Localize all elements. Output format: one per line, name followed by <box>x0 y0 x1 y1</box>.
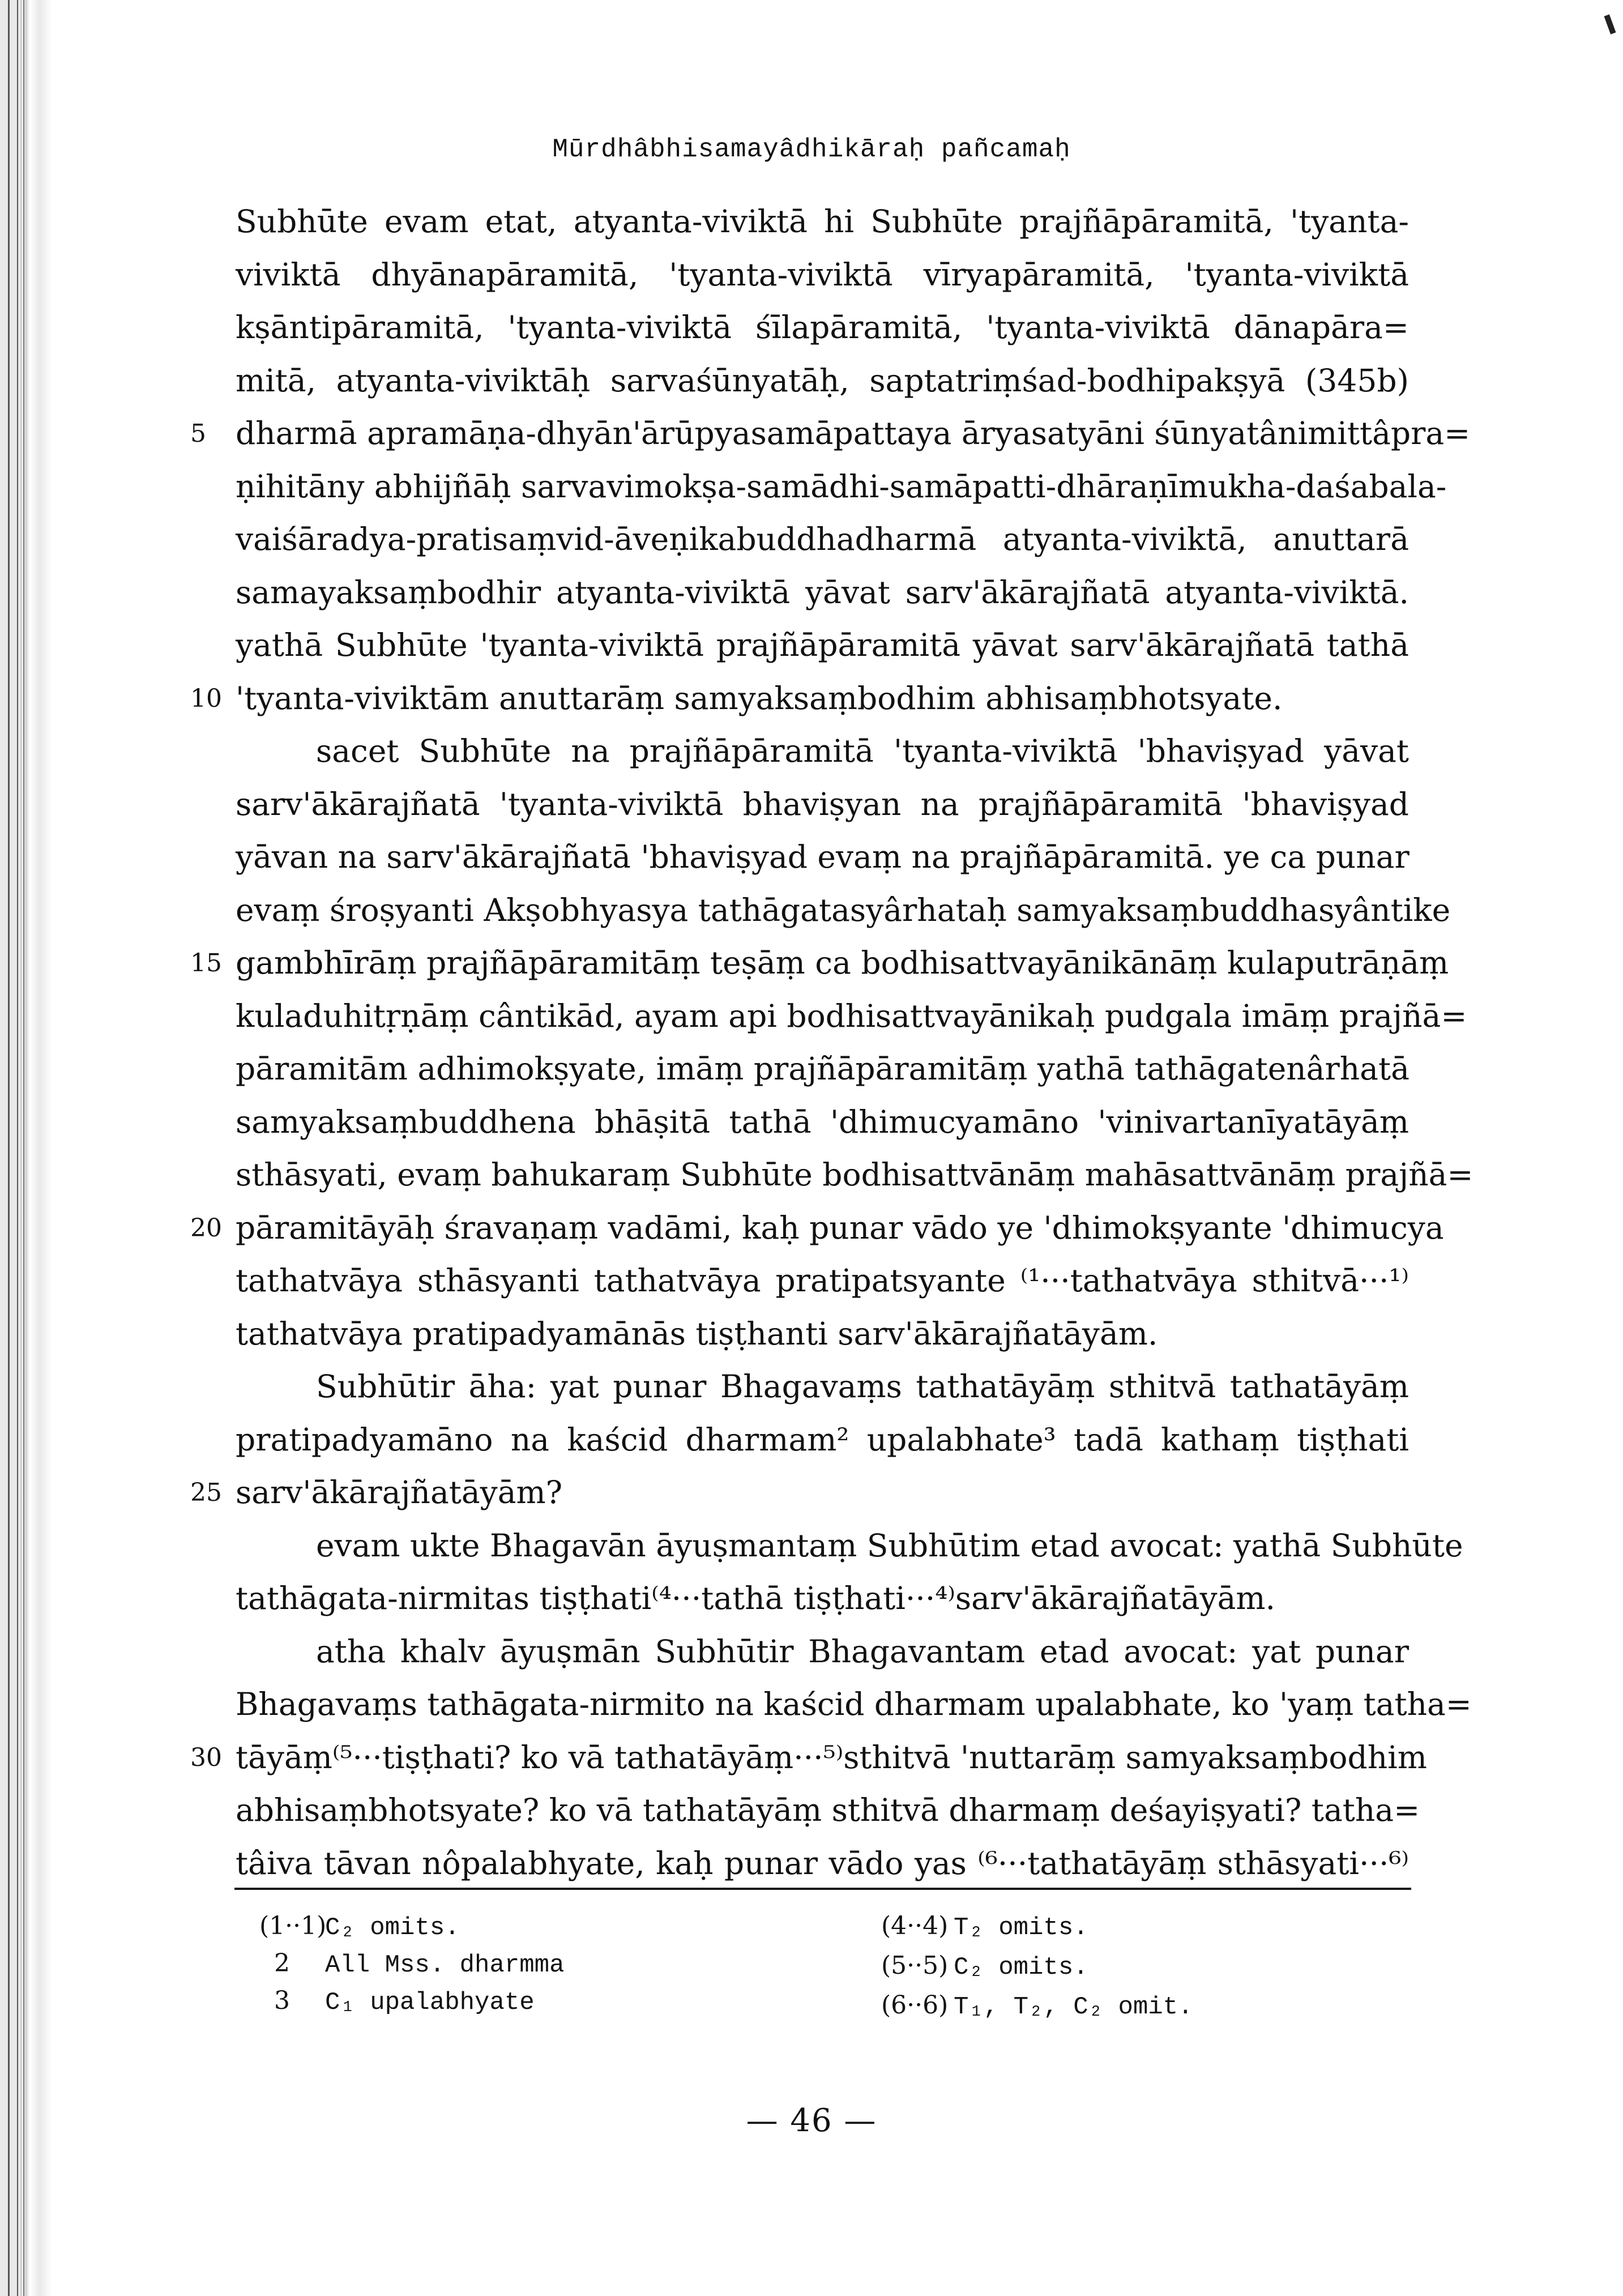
line-text: Bhagavaṃs tathāgata-nirmito na kaścid dharmam upalabhate, ko 'yaṃ tatha= <box>236 1686 1472 1722</box>
text-line <box>236 1360 1409 1414</box>
text-line <box>190 1466 1409 1520</box>
footnote-key: 2 <box>274 1949 290 1978</box>
footnotes-right <box>881 1907 1193 2026</box>
line-text: samyaksaṃbuddhena bhāṣitā tathā 'dhimucyamāno 'vinivartanīyatāyāṃ <box>236 1103 1409 1140</box>
line-text: abhisaṃbhotsyate? ko vā tathatāyāṃ sthitvā dharmaṃ deśayiṣyati? tatha= <box>236 1792 1420 1828</box>
text-line <box>236 460 1447 514</box>
scan-edge-line <box>23 0 24 2296</box>
footnote-key: (1··1) <box>259 1911 327 1940</box>
page-number: — 46 — <box>746 2102 877 2139</box>
text-line <box>236 513 1409 566</box>
footnote-key: (5··5) <box>881 1951 949 1980</box>
footnote-rule <box>234 1888 1411 1890</box>
footnote-text: All Mss. dharmma <box>325 1951 565 1979</box>
line-number: 15 <box>190 949 222 978</box>
text-line <box>236 1837 1409 1890</box>
text-line <box>190 1202 1444 1255</box>
footnote-key: 3 <box>274 1986 290 2015</box>
line-text: sacet Subhūte na prajñāpāramitā 'tyanta-viviktā 'bhaviṣyad yāvat <box>316 733 1409 769</box>
scan-corner-mark <box>1604 14 1616 34</box>
text-line <box>236 249 1409 302</box>
text-line <box>236 1678 1472 1731</box>
line-text: samayaksaṃbodhir atyanta-viviktā yāvat sarv'ākārajñatā atyanta-viviktā. <box>236 574 1409 611</box>
text-line <box>190 1731 1427 1785</box>
text-line <box>236 1625 1409 1679</box>
line-text: evam ukte Bhagavān āyuṣmantaṃ Subhūtim etad avocat: yathā Subhūte <box>316 1527 1463 1564</box>
text-line <box>236 1043 1409 1096</box>
line-text: kṣāntipāramitā, 'tyanta-viviktā śīlapāramitā, 'tyanta-viviktā dānapāra= <box>236 309 1409 345</box>
line-text: atha khalv āyuṣmān Subhūtir Bhagavantam etad avocat: yat punar <box>316 1633 1409 1670</box>
line-text: pāramitāyāḥ śravaṇaṃ vadāmi, kaḥ punar vādo ye 'dhimokṣyante 'dhimucya <box>236 1209 1444 1246</box>
text-line <box>236 301 1409 355</box>
text-line <box>236 831 1409 884</box>
line-text: tathāgata-nirmitas tiṣṭhati⁽⁴···tathā tiṣṭhati···⁴⁾sarv'ākārajñatāyām. <box>236 1580 1276 1616</box>
line-text: ṇihitāny abhijñāḥ sarvavimokṣa-samādhi-samāpatti-dhāraṇīmukha-daśabala- <box>236 468 1447 505</box>
text-line <box>236 355 1409 408</box>
footnote-key: (4··4) <box>881 1911 949 1940</box>
text-line <box>236 1149 1473 1202</box>
text-line <box>236 195 1409 249</box>
footnote <box>259 1907 564 1945</box>
line-text: viviktā dhyānapāramitā, 'tyanta-viviktā vīryapāramitā, 'tyanta-viviktā <box>236 256 1409 293</box>
text-line <box>190 672 1409 725</box>
scan-edge-line <box>17 0 18 2296</box>
line-text: vaiśāradya-pratisaṃvid-āveṇikabuddhadharmā atyanta-viviktā, anuttarā <box>236 521 1409 557</box>
footnote <box>881 1947 1193 1987</box>
line-number: 10 <box>190 684 222 713</box>
footnote-text: C₁ upalabhyate <box>325 1988 535 2017</box>
line-text: Subhūte evam etat, atyanta-viviktā hi Subhūte prajñāpāramitā, 'tyanta- <box>236 203 1409 240</box>
line-text: dharmā apramāṇa-dhyān'ārūpyasamāpattaya āryasatyāni śūnyatânimittâpra= <box>236 415 1471 451</box>
text-line <box>236 619 1409 672</box>
body-text <box>190 195 1473 1890</box>
line-text: pratipadyamāno na kaścid dharmam² upalabhate³ tadā kathaṃ tiṣṭhati <box>236 1421 1409 1458</box>
text-line <box>236 884 1451 937</box>
footnote-text: T₂ omits. <box>954 1914 1088 1942</box>
line-text: Subhūtir āha: yat punar Bhagavaṃs tathatāyāṃ sthitvā tathatāyāṃ <box>316 1368 1409 1405</box>
line-text: sarv'ākārajñatā 'tyanta-viviktā bhaviṣyan na prajñāpāramitā 'bhaviṣyad <box>236 786 1409 822</box>
text-line <box>236 1572 1409 1625</box>
text-line <box>236 1784 1420 1837</box>
line-number: 5 <box>190 419 206 448</box>
line-text: tathatvāya sthāsyanti tathatvāya pratipatsyante ⁽¹···tathatvāya sthitvā···¹⁾ <box>236 1262 1409 1299</box>
footnote-text: C₂ omits. <box>325 1914 460 1942</box>
footnote-text: T₁, T₂, C₂ omit. <box>954 1993 1193 2021</box>
scan-edge-line <box>8 0 10 2296</box>
text-line <box>236 990 1467 1043</box>
line-number: 20 <box>190 1213 222 1243</box>
line-text: sarv'ākārajñatāyām? <box>236 1474 563 1510</box>
footnote <box>881 1987 1193 2026</box>
footnote-key: (6··6) <box>881 1991 949 2020</box>
line-number: 30 <box>190 1743 222 1772</box>
line-text: sthāsyati, evaṃ bahukaraṃ Subhūte bodhisattvānāṃ mahāsattvānāṃ prajñā= <box>236 1156 1473 1193</box>
text-line <box>236 778 1409 831</box>
line-text: mitā, atyanta-viviktāḥ sarvaśūnyatāḥ, saptatriṃśad-bodhipakṣyā (345b) <box>236 362 1409 399</box>
line-text: evaṃ śroṣyanti Akṣobhyasya tathāgatasyârhataḥ samyaksaṃbuddhasyântike <box>236 891 1451 928</box>
line-text: pāramitām adhimokṣyate, imāṃ prajñāpāramitāṃ yathā tathāgatenârhatā <box>236 1051 1410 1087</box>
line-text: yathā Subhūte 'tyanta-viviktā prajñāpāramitā yāvat sarv'ākārajñatā tathā <box>236 627 1409 663</box>
text-line <box>236 1308 1409 1361</box>
footnote <box>259 1945 564 1982</box>
text-line <box>190 937 1449 990</box>
line-text: gambhīrāṃ prajñāpāramitāṃ teṣāṃ ca bodhisattvayānikānāṃ kulaputrāṇāṃ <box>236 945 1449 981</box>
line-text: tāyāṃ⁽⁵···tiṣṭhati? ko vā tathatāyāṃ···⁵⁾sthitvā 'nuttarāṃ samyaksaṃbodhim <box>236 1739 1427 1776</box>
text-line <box>236 1254 1409 1308</box>
line-text: tâiva tāvan nôpalabhyate, kaḥ punar vādo yas ⁽⁶···tathatāyāṃ sthāsyati···⁶⁾ <box>236 1845 1409 1881</box>
line-text: 'tyanta-viviktām anuttarāṃ samyaksaṃbodhim abhisaṃbhotsyate. <box>236 680 1283 716</box>
running-head: Mūrdhâbhisamayâdhikāraḥ pañcamaḥ <box>552 135 1071 164</box>
text-line <box>236 1520 1463 1573</box>
text-line <box>236 725 1409 778</box>
footnote <box>259 1982 564 2020</box>
line-text: tathatvāya pratipadyamānās tiṣṭhanti sarv'ākārajñatāyām. <box>236 1315 1158 1352</box>
text-line <box>236 1096 1409 1149</box>
text-line <box>190 407 1471 460</box>
footnote <box>881 1907 1193 1947</box>
line-number: 25 <box>190 1478 222 1507</box>
footnote-text: C₂ omits. <box>954 1953 1088 1982</box>
line-text: yāvan na sarv'ākārajñatā 'bhaviṣyad evaṃ na prajñāpāramitā. ye ca punar <box>236 839 1410 875</box>
footnotes-left <box>259 1907 564 2020</box>
text-line <box>236 1414 1409 1467</box>
text-line <box>236 566 1409 620</box>
line-text: kuladuhitṛṇāṃ cântikād, ayam api bodhisattvayānikaḥ pudgala imāṃ prajñā= <box>236 997 1467 1034</box>
